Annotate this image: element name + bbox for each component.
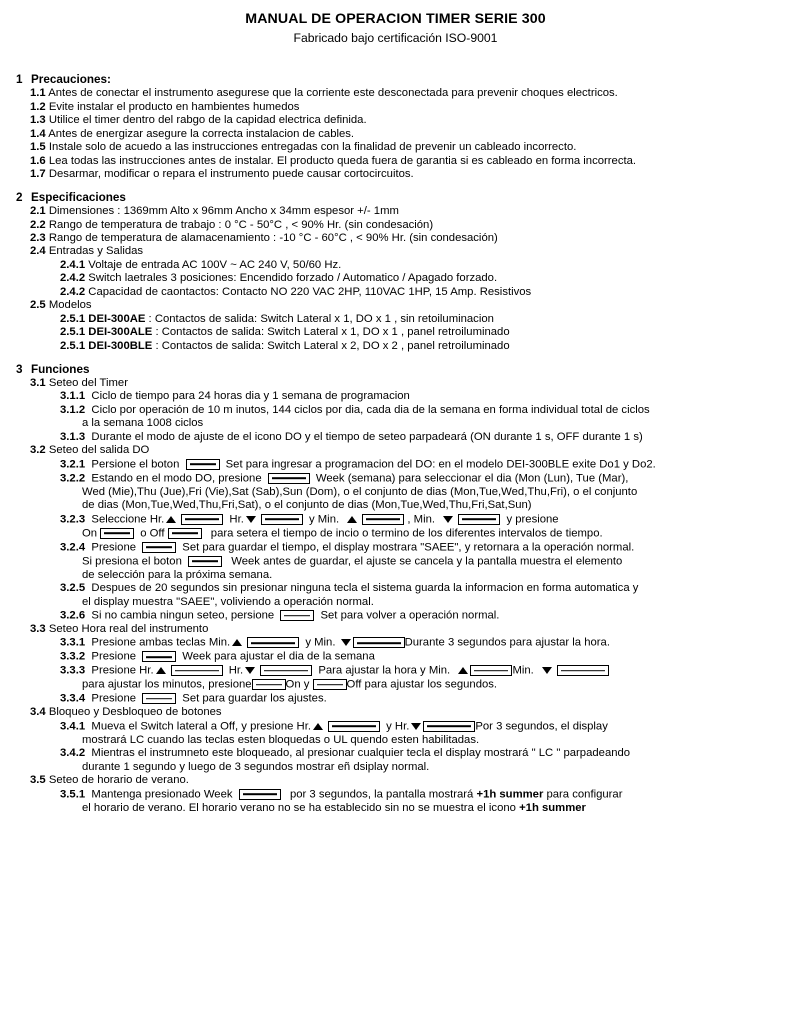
item-text: Seteo del salida DO (48, 444, 150, 457)
item-text: Mantenga presionado Week (91, 788, 233, 801)
item-text: Bloqueo y Desbloqueo de botones (48, 706, 222, 719)
list-item (16, 473, 781, 485)
item-text: Mientras el instrumneto este bloqueado, al presionar cualquier tecla el display mostrará " LC " parpadeando (91, 747, 631, 760)
item-text: a la semana 1008 ciclos (82, 417, 204, 430)
model-name: DEI-300AE (88, 312, 146, 325)
item-number: 3.3.4 (60, 692, 86, 705)
item-number: 1.3 (30, 114, 46, 127)
item-text: Off para ajustar los segundos. (346, 678, 498, 691)
item-text: el horario de verano. El horario verano no se ha establecido sin no se muestra el icono (82, 801, 516, 814)
item-text: el display muestra "SAEE", voliviendo a operación normal. (82, 595, 374, 608)
section-2-title: Especificaciones (31, 191, 126, 205)
triangle-up-icon (347, 516, 357, 523)
item-text: Evite instalar el producto en hambientes humedos (48, 100, 300, 113)
push-button-icon[interactable] (239, 789, 281, 800)
item-text: , Min. (407, 513, 436, 526)
item-text: Seleccione Hr. (91, 513, 165, 526)
section-3-number: 3 (16, 363, 23, 377)
list-item (16, 273, 781, 284)
document-body (0, 74, 791, 814)
section-1-title: Precauciones: (31, 73, 111, 87)
item-number: 1.2 (30, 100, 46, 113)
list-item (16, 391, 781, 402)
list-item (16, 300, 781, 311)
item-text: Set para guardar el tiempo, el display mostrara "SAEE", y retornara a la operación normal. (182, 541, 635, 554)
item-text: o Off (140, 527, 165, 540)
item-text: Mueva el Switch lateral a Off, y presione Hr. (91, 720, 311, 733)
item-text: Rango de temperatura de alamacenamiento : -10 °C - 60°C , < 90% Hr. (sin condesación) (48, 231, 498, 244)
list-item (16, 246, 781, 257)
item-text: Por 3 segundos, el display (475, 720, 608, 733)
push-button-icon[interactable] (353, 637, 405, 648)
item-number: 3.5.1 (60, 788, 86, 801)
item-number: 3.3.1 (60, 636, 86, 649)
triangle-down-icon (246, 516, 256, 523)
list-item (16, 314, 781, 325)
push-button-icon[interactable] (261, 514, 303, 525)
item-text: de selección para la próxima semana. (82, 568, 273, 581)
triangle-up-icon (313, 723, 323, 730)
item-text: Persione el boton (91, 458, 180, 471)
item-text: Despues de 20 segundos sin presionar ninguna tecla el sistema guarda la informacion en forma automatica y (91, 582, 639, 595)
section-2-number: 2 (16, 191, 23, 205)
push-button-icon[interactable] (171, 665, 223, 676)
item-number: 3.1.1 (60, 390, 86, 403)
item-number: 3.3 (30, 622, 46, 635)
triangle-down-icon (542, 667, 552, 674)
item-text: mostrará LC cuando las teclas esten bloquedas o UL quendo esten habilitadas. (82, 733, 480, 746)
item-text: Antes de conectar el instrumento asegurese que la corriente este desconectada para prevenir choques electricos. (48, 87, 618, 100)
item-text: y Min. (305, 636, 336, 649)
item-number: 3.2.1 (60, 458, 86, 471)
triangle-down-icon (411, 723, 421, 730)
list-item (16, 260, 781, 271)
list-item (16, 88, 781, 99)
item-text: y Hr. (386, 720, 410, 733)
item-text: Ciclo de tiempo para 24 horas dia y 1 semana de programacion (91, 390, 410, 403)
item-text: Presione (91, 650, 137, 663)
push-button-icon[interactable] (470, 665, 512, 676)
list-item (16, 142, 781, 153)
push-button-icon[interactable] (328, 721, 380, 732)
item-text: Rango de temperatura de trabajo : 0 °C - 50°C , < 90% Hr. (sin condesación) (48, 218, 434, 231)
push-button-icon[interactable] (142, 693, 176, 704)
push-button-icon[interactable] (181, 514, 223, 525)
item-number: 3.1 (30, 376, 46, 389)
item-text: Wed (Mie),Thu (Jue),Fri (Vie),Sat (Sab),Sun (Dom), o el conjunto de dias (Mon,Tue,Wed,Thu,Fri), o el conjunto (82, 485, 638, 498)
list-item (16, 624, 781, 635)
item-number: 3.2.2 (60, 472, 86, 485)
list-item (16, 115, 781, 126)
item-text: : Contactos de salida: Switch Lateral x 1, DO x 1 , sin retoiluminacion (145, 312, 494, 325)
item-text: Antes de energizar asegure la correcta instalacion de cables. (48, 127, 355, 140)
list-item (16, 432, 781, 443)
push-button-icon[interactable] (423, 721, 475, 732)
item-text: Instale solo de acuedo a las instrucciones entregadas con la finalidad de prevenir un cableado incorrecto. (48, 141, 577, 154)
summer-label: +1h summer (519, 801, 586, 814)
item-text: Set para guardar los ajustes. (182, 692, 327, 705)
item-continuation (16, 803, 781, 814)
item-text: Dimensiones : 1369mm Alto x 96mm Ancho x 34mm espesor +/- 1mm (48, 205, 399, 218)
push-button-icon[interactable] (280, 610, 314, 621)
item-text: Ciclo por operación de 10 m inutos, 144 ciclos por dia, cada dia de la semana en forma individual total de ciclos (91, 403, 650, 416)
item-text: Durante 3 segundos para ajustar la hora. (404, 636, 610, 649)
item-number: 3.4 (30, 706, 46, 719)
item-continuation (16, 679, 781, 691)
item-text: Presione (91, 541, 137, 554)
list-item (16, 459, 781, 471)
item-number: 3.2 (30, 444, 46, 457)
item-text: Week para ajustar el dia de la semana (182, 650, 375, 663)
triangle-down-icon (443, 516, 453, 523)
section-1-heading (16, 74, 781, 86)
section-2-heading (16, 192, 781, 204)
section-3-title: Funciones (31, 363, 90, 377)
item-text: Switch laetrales 3 posiciones: Encendido forzado / Automatico / Apagado forzado. (88, 272, 498, 285)
section-1-number: 1 (16, 73, 23, 87)
item-number: 3.1.3 (60, 430, 86, 443)
triangle-up-icon (458, 667, 468, 674)
list-item (16, 721, 781, 733)
section-precauciones (16, 74, 781, 180)
item-number: 3.4.2 (60, 747, 86, 760)
page-subtitle: Fabricado bajo certificación ISO-9001 (293, 31, 498, 46)
item-number: 2.2 (30, 218, 46, 231)
item-continuation (16, 570, 781, 581)
item-number: 1.6 (30, 154, 46, 167)
item-text: y Min. (308, 513, 340, 526)
list-item (16, 169, 781, 180)
item-text: Utilice el timer dentro del rabgo de la capidad electrica definida. (48, 114, 367, 127)
list-item (16, 542, 781, 554)
item-text: Lea todas las instrucciones antes de instalar. El producto queda fuera de garantia si es cableado en forma incorrecta. (48, 154, 637, 167)
item-number: 1.1 (30, 87, 46, 100)
page-title: MANUAL DE OPERACION TIMER SERIE 300 (245, 11, 546, 27)
item-text: para configurar (546, 788, 623, 801)
push-button-icon[interactable] (268, 473, 310, 484)
item-text: On (82, 527, 98, 540)
item-number: 3.3.2 (60, 650, 86, 663)
item-number: 3.1.2 (60, 403, 86, 416)
push-button-icon[interactable] (252, 679, 286, 690)
triangle-up-icon (156, 667, 166, 674)
item-text: para setera el tiempo de incio o termino de los diferentes intervalos de tiempo. (210, 527, 603, 540)
item-text: Durante el modo de ajuste de el icono DO y el tiempo de seteo parpadeará (ON durante 1 s, OFF durante 1 s) (91, 430, 643, 443)
section-especificaciones (16, 192, 781, 352)
item-number: 2.1 (30, 205, 46, 218)
section-funciones (16, 364, 781, 814)
item-number: 2.5.1 (60, 326, 86, 339)
item-continuation (16, 556, 781, 568)
push-button-icon[interactable] (458, 514, 500, 525)
item-text: Hr. (228, 664, 244, 677)
item-text: Set para ingresar a programacion del DO: en el modelo DEI-300BLE exite Do1 y Do2. (225, 458, 656, 471)
list-item (16, 637, 781, 649)
list-item (16, 156, 781, 167)
list-item (16, 220, 781, 231)
item-text: Week antes de guardar, el ajuste se cancela y la pantalla muestra el elemento (231, 555, 623, 568)
item-number: 2.4.2 (60, 285, 86, 298)
item-text: Week (semana) para seleccionar el dia (Mon (Lun), Tue (Mar), (315, 472, 629, 485)
list-item (16, 327, 781, 338)
document-page (0, 12, 791, 1036)
list-item (16, 378, 781, 389)
list-item (16, 775, 781, 786)
item-number: 2.5 (30, 299, 46, 312)
item-text: Presione Hr. (91, 664, 154, 677)
list-item (16, 405, 781, 416)
push-button-icon[interactable] (188, 556, 222, 567)
item-number: 3.2.3 (60, 513, 86, 526)
item-continuation (16, 418, 781, 429)
list-item (16, 693, 781, 705)
triangle-down-icon (245, 667, 255, 674)
item-number: 2.4.2 (60, 272, 86, 285)
item-text: de dias (Mon,Tue,Wed,Thu,Fri,Sat), o el conjunto de dias (Mon,Tue,Wed,Thu,Fri,Sat,Sun) (82, 499, 532, 512)
item-text: Seteo del Timer (48, 376, 128, 389)
model-name: DEI-300ALE (88, 326, 153, 339)
list-item (16, 102, 781, 113)
item-number: 3.2.4 (60, 541, 86, 554)
list-item (16, 514, 781, 526)
item-text: Entradas y Salidas (48, 245, 144, 258)
list-item (16, 445, 781, 456)
item-number: 2.5.1 (60, 339, 86, 352)
triangle-down-icon (341, 639, 351, 646)
item-text: Seteo Hora real del instrumento (48, 622, 209, 635)
item-number: 2.4 (30, 245, 46, 258)
item-text: Voltaje de entrada AC 100V ~ AC 240 V, 50/60 Hz. (88, 258, 342, 271)
item-continuation (16, 528, 781, 540)
item-text: : Contactos de salida: Switch Lateral x 2, DO x 2 , panel retroiluminado (152, 339, 510, 352)
push-button-icon[interactable] (168, 528, 202, 539)
item-text: Seteo de horario de verano. (48, 774, 189, 787)
item-continuation (16, 500, 781, 511)
item-number: 2.5.1 (60, 312, 86, 325)
item-text: por 3 segundos, la pantalla mostrará (289, 788, 474, 801)
item-continuation (16, 487, 781, 498)
item-number: 2.3 (30, 231, 46, 244)
item-continuation (16, 597, 781, 608)
item-text: Modelos (48, 299, 92, 312)
triangle-up-icon (232, 639, 242, 646)
item-number: 3.4.1 (60, 720, 86, 733)
item-text: Hr. (229, 513, 244, 526)
item-number: 3.2.6 (60, 609, 86, 622)
list-item (16, 129, 781, 140)
item-text: Para ajustar la hora y Min. (318, 664, 451, 677)
item-text: : Contactos de salida: Switch Lateral x 1, DO x 1 , panel retroiluminado (152, 326, 510, 339)
item-text: Set para volver a operación normal. (320, 609, 500, 622)
item-number: 1.5 (30, 141, 46, 154)
push-button-icon[interactable] (557, 665, 609, 676)
item-text: Presione ambas teclas Min. (91, 636, 231, 649)
push-button-icon[interactable] (362, 514, 404, 525)
list-item (16, 341, 781, 352)
item-text: Capacidad de caontactos: Contacto NO 220 VAC 2HP, 110VAC 1HP, 15 Amp. Resistivos (88, 285, 532, 298)
item-text: Desarmar, modificar o repara el instrumento puede causar cortocircuitos. (48, 168, 414, 181)
item-text: Si no cambia ningun seteo, persione (91, 609, 275, 622)
item-number: 2.4.1 (60, 258, 86, 271)
list-item (16, 206, 781, 217)
summer-label: +1h summer (476, 788, 544, 801)
list-item (16, 610, 781, 622)
push-button-icon[interactable] (142, 542, 176, 553)
item-text: para ajustar los minutos, presione (82, 678, 252, 691)
push-button-icon[interactable] (186, 459, 220, 470)
list-item (16, 233, 781, 244)
triangle-up-icon (166, 516, 176, 523)
item-number: 3.3.3 (60, 664, 86, 677)
item-text: On y (285, 678, 310, 691)
item-number: 1.4 (30, 127, 46, 140)
item-text: Presione (91, 692, 137, 705)
item-number: 3.5 (30, 774, 46, 787)
list-item (16, 287, 781, 298)
push-button-icon[interactable] (260, 665, 312, 676)
item-number: 3.2.5 (60, 582, 86, 595)
item-text: y presione (506, 513, 559, 526)
item-text: durante 1 segundo y luego de 3 segundos mostrar eñ dsiplay normal. (82, 760, 430, 773)
list-item (16, 789, 781, 801)
item-continuation (16, 735, 781, 746)
item-text: Estando en el modo DO, presione (91, 472, 262, 485)
section-3-heading (16, 364, 781, 376)
model-name: DEI-300BLE (88, 339, 153, 352)
list-item (16, 651, 781, 663)
list-item (16, 665, 781, 677)
push-button-icon[interactable] (100, 528, 134, 539)
item-text: Min. (512, 664, 534, 677)
push-button-icon[interactable] (247, 637, 299, 648)
list-item (16, 583, 781, 594)
item-text: Si presiona el boton (82, 555, 182, 568)
list-item (16, 748, 781, 759)
item-number: 1.7 (30, 168, 46, 181)
push-button-icon[interactable] (313, 679, 347, 690)
push-button-icon[interactable] (142, 651, 176, 662)
item-continuation (16, 762, 781, 773)
list-item (16, 707, 781, 718)
